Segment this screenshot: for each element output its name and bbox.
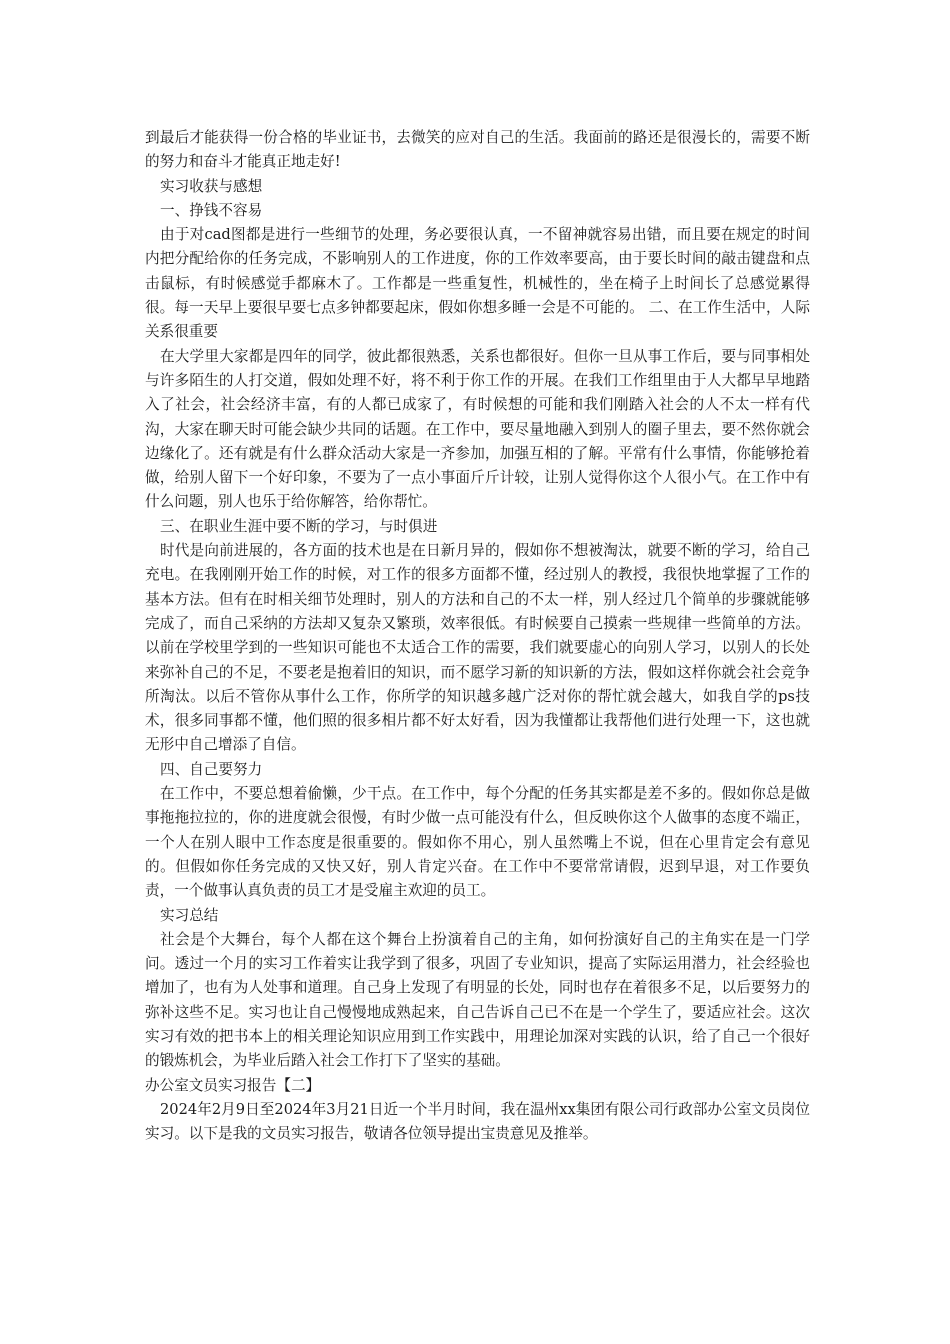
paragraph-cad-work: 由于对cad图都是进行一些细节的处理，务必要很认真，一不留神就容易出错，而且要在规定的时间内把分配给你的任务完成，不影响别人的工作进度，你的工作效率要高，由于要长时间的敲击键盘和点击鼠标，有时候感觉手都麻木了。工作都是一些重复性，机械性的，坐在椅子上时间长了总感觉累得很。每一天早上要很早要七点多钟都要起床，假如你想多睡一会是不可能的。 二、在工作生活中，人际关系很重要 bbox=[145, 226, 810, 341]
report-title: 办公室文员实习报告【二】 bbox=[145, 1076, 321, 1094]
heading-effort: 四、自己要努力 bbox=[160, 760, 263, 778]
document-page bbox=[145, 126, 810, 1146]
heading-continuous-learning: 三、在职业生涯中要不断的学习，与时俱进 bbox=[160, 517, 438, 535]
paragraph-relationships: 在大学里大家都是四年的同学，彼此都很熟悉，关系也都很好。但你一旦从事工作后，要与同事相处与许多陌生的人打交道，假如处理不好，将不利于你工作的开展。在我们工作组里由于人大都早早地踏入了社会，社会经济丰富，有的人都已成家了，有时候想的可能和我们刚踏入社会的人不太一样有代沟，大家在聊天时可能会缺少共同的话题。在工作中，要尽量地融入到别人的圈子里去，要不然你就会边缘化了。还有就是有什么群众活动大家是一齐参加，加强互相的了解。平常有什么事情，你能够抢着做，给别人留下一个好印象，不要为了一点小事面斤斤计较，让别人觉得你这个人很小气。在工作中有什么问题，别人也乐于给你解答，给你帮忙。 bbox=[145, 347, 810, 511]
paragraph-effort: 在工作中，不要总想着偷懒，少干点。在工作中，每个分配的任务其实都是差不多的。假如你总是做事拖拖拉拉的，你的进度就会很慢，有时少做一点可能没有什么，但反映你这个人做事的态度不端正，一个人在别人眼中工作态度是很重要的。假如你不用心，别人虽然嘴上不说，但在心里肯定会有意见的。但假如你任务完成的又快又好，别人肯定兴奋。在工作中不要常常请假，迟到早退，对工作要负责，一个做事认真负责的员工才是受雇主欢迎的员工。 bbox=[145, 785, 810, 900]
heading-earning-money: 一、挣钱不容易 bbox=[160, 201, 263, 219]
heading-summary: 实习总结 bbox=[160, 906, 219, 924]
paragraph-summary: 社会是个大舞台，每个人都在这个舞台上扮演着自己的主角，如何扮演好自己的主角实在是一门学问。透过一个月的实习工作着实让我学到了很多，巩固了专业知识，提高了实际运用潜力，社会经验也增加了，也有为人处事和道理。自己身上发现了有明显的长处，同时也存在着很多不足，以后要努力的弥补这些不足。实习也让自己慢慢地成熟起来，自己告诉自己已不在是一个学生了，要适应社会。这次实习有效的把书本上的相关理论知识应用到工作实践中，用理论加深对实践的认识，给了自己一个很好的锻炼机会，为毕业后踏入社会工作打下了坚实的基础。 bbox=[145, 930, 810, 1070]
paragraph-intro: 到最后才能获得一份合格的毕业证书，去微笑的应对自己的生活。我面前的路还是很漫长的，需要不断的努力和奋斗才能真正地走好! bbox=[145, 129, 810, 171]
paragraph-learning: 时代是向前进展的，各方面的技术也是在日新月异的，假如你不想被淘汰，就要不断的学习，给自己充电。在我刚刚开始工作的时候，对工作的很多方面都不懂，经过别人的教授，我很快地掌握了工作的基本方法。但有在时相关细节处理时，别人的方法和自己的不太一样，别人经过几个简单的步骤就能够完成了，而自己采纳的方法却又复杂又繁琐，效率很低。有时候要自己摸索一些规律一些简单的方法。以前在学校里学到的一些知识可能也不太适合工作的需要，我们就要虚心的向别人学习，以别人的长处来弥补自己的不足，不要老是抱着旧的知识，而不愿学习新的知识新的方法，假如这样你就会社会竞争所淘汰。以后不管你从事什么工作，你所学的知识越多越广泛对你的帮忙就会越大，如我自学的ps技术，很多同事都不懂，他们照的很多相片都不好太好看，因为我懂都让我帮他们进行处理一下，这也就无形中自己增添了自信。 bbox=[145, 542, 810, 754]
paragraph-report-intro: 2024年2月9日至2024年3月21日近一个半月时间，我在温州xx集团有限公司行政部办公室文员岗位实习。以下是我的文员实习报告，敬请各位领导提出宝贵意见及推举。 bbox=[145, 1100, 810, 1143]
heading-gains: 实习收获与感想 bbox=[160, 177, 263, 195]
